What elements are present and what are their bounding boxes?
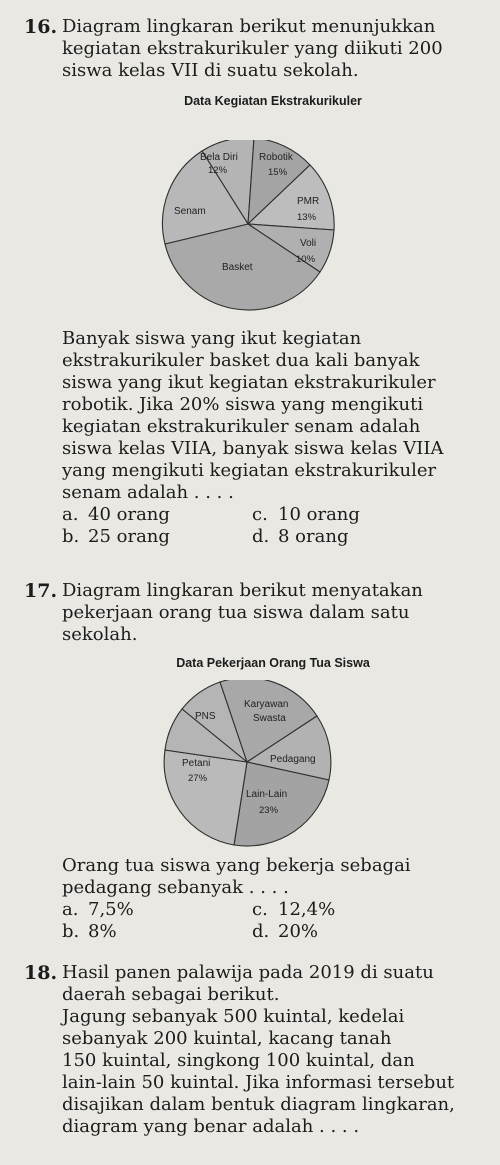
question-number: 17. xyxy=(24,580,58,602)
option-b[interactable]: b. 8% xyxy=(62,921,117,942)
slice-pct-lain-lain: 23% xyxy=(259,805,279,816)
question-17 xyxy=(24,580,484,670)
question-text: Jagung sebanyak 500 kuintal, kedelai sebanyak 200 kuintal, kacang tanah 150 kuintal, singkong 100 kuintal, dan lain-lain 50 kuintal. Jika informasi tersebut disajikan dalam bentuk diagram lingkaran, diagram yang benar adalah . . . . xyxy=(62,1006,455,1137)
question-16 xyxy=(24,16,484,108)
answer-options xyxy=(62,899,484,943)
question-number: 16. xyxy=(24,16,58,38)
question-17-body xyxy=(24,855,484,943)
question-number: 18. xyxy=(24,962,58,984)
slice-label-voli: Voli xyxy=(300,238,317,249)
slice-pct-robotik: 15% xyxy=(268,167,288,178)
slice-pct-petani: 27% xyxy=(188,773,208,784)
option-a[interactable]: a. 7,5% xyxy=(62,899,134,920)
chart-title: Data Kegiatan Ekstrakurikuler xyxy=(184,94,362,108)
question-text: Orang tua siswa yang bekerja sebagai pedagang sebanyak . . . . xyxy=(62,855,411,898)
slice-label-swasta: Swasta xyxy=(253,713,286,724)
slice-label-pmr: PMR xyxy=(297,196,320,207)
question-18 xyxy=(24,962,484,1138)
slice-label-robotik: Robotik xyxy=(259,152,293,163)
pie-chart-1 xyxy=(160,140,340,316)
option-d[interactable]: d. 20% xyxy=(252,921,319,942)
option-c[interactable]: c. 10 orang xyxy=(252,504,360,525)
option-c[interactable]: c. 12,4% xyxy=(252,899,336,920)
slice-label-basket: Basket xyxy=(222,262,253,273)
chart-title: Data Pekerjaan Orang Tua Siswa xyxy=(176,656,370,670)
option-b[interactable]: b. 25 orang xyxy=(62,526,170,547)
slice-label-senam: Senam xyxy=(174,206,206,217)
slice-label-bela-diri: Bela Diri xyxy=(200,152,238,163)
slice-pct-bela-diri: 12% xyxy=(208,165,228,176)
slice-label-karyawan: Karyawan xyxy=(244,699,289,710)
slice-label-pns: PNS xyxy=(195,711,216,722)
question-intro: Diagram lingkaran berikut menunjukkan kegiatan ekstrakurikuler yang diikuti 200 siswa kelas VII di suatu sekolah. xyxy=(62,16,443,81)
slice-label-lain-lain: Lain-Lain xyxy=(246,789,288,800)
question-intro: Diagram lingkaran berikut menyatakan pekerjaan orang tua siswa dalam satu sekolah. xyxy=(62,580,423,645)
option-a[interactable]: a. 40 orang xyxy=(62,504,170,525)
slice-label-petani: Petani xyxy=(182,758,211,769)
question-text: Banyak siswa yang ikut kegiatan ekstrakurikuler basket dua kali banyak siswa yang ikut kegiatan ekstrakurikuler robotik. Jika 20% siswa yang mengikuti kegiatan ekstrakurikuler senam adalah siswa kelas VIIA, banyak siswa kelas VIIA yang mengikuti kegiatan ekstrakurikuler senam adalah . . . . xyxy=(62,328,444,503)
answer-options xyxy=(62,504,484,548)
question-intro: Hasil panen palawija pada 2019 di suatu daerah sebagai berikut. xyxy=(62,962,434,1005)
slice-label-pedagang: Pedagang xyxy=(270,754,316,765)
slice-pct-pmr: 13% xyxy=(297,212,317,223)
slice-pct-voli: 10% xyxy=(296,254,316,265)
pie-chart-2 xyxy=(162,680,340,852)
question-16-body xyxy=(24,328,484,548)
option-d[interactable]: d. 8 orang xyxy=(252,526,349,547)
